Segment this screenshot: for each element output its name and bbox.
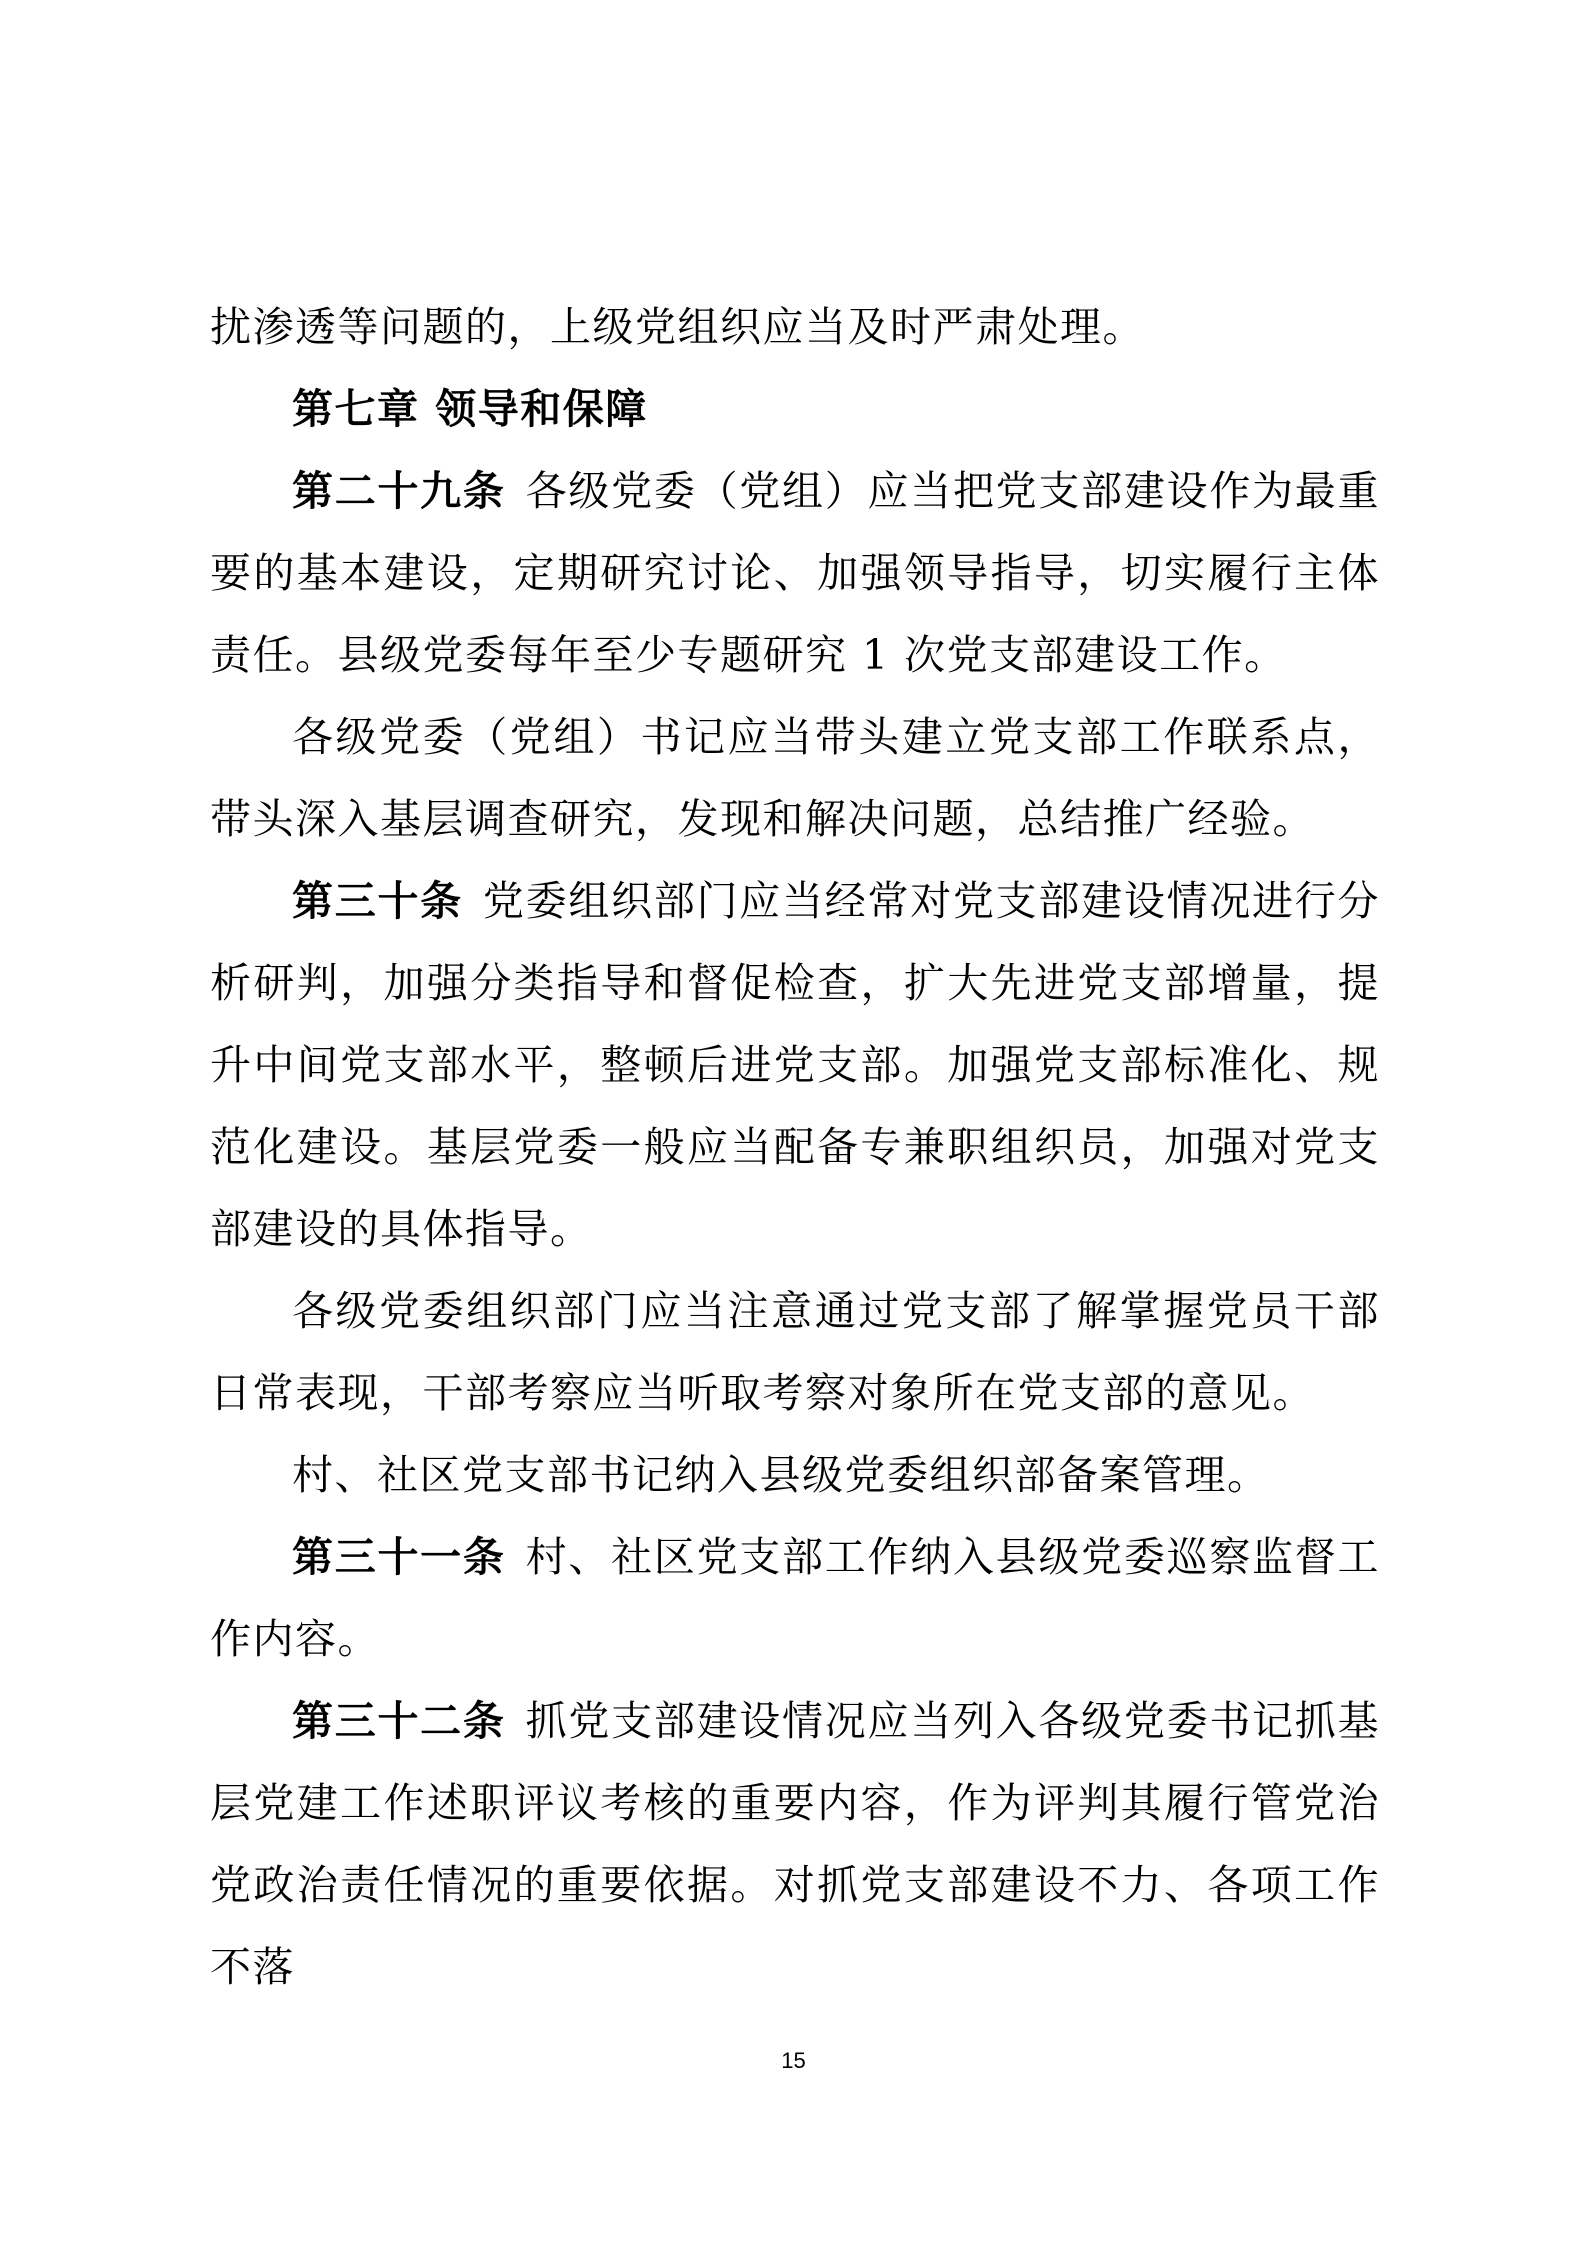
article-32 [210, 1680, 1380, 2008]
article-31-text: 村、社区党支部工作纳入县级党委巡察监督工作内容。 [210, 1533, 1381, 1663]
article-32-text: 抓党支部建设情况应当列入各级党委书记抓基层党建工作述职评议考核的重要内容，作为评判其履行管党治党政治责任情况的重要依据。对抓党支部建设不力、各项工作不落 [210, 1697, 1381, 1991]
article-32-label: 第三十二条 [292, 1697, 506, 1745]
paragraph-filing-management: 村、社区党支部书记纳入县级党委组织部备案管理。 [292, 1451, 1270, 1499]
article-29-label: 第二十九条 [292, 467, 506, 515]
article-31 [210, 1516, 1380, 1680]
article-30 [210, 860, 1380, 1270]
page-body [210, 286, 1380, 2008]
paragraph-party-secretary-liaison: 各级党委（党组）书记应当带头建立党支部工作联系点，带头深入基层调查研究，发现和解决问题，总结推广经验。 [210, 713, 1380, 843]
paragraph-continuation: 扰渗透等问题的，上级党组织应当及时严肃处理。 [210, 303, 1145, 351]
article-31-label: 第三十一条 [292, 1533, 506, 1581]
article-30-label: 第三十条 [292, 877, 463, 925]
article-30-text: 党委组织部门应当经常对党支部建设情况进行分析研判，加强分类指导和督促检查，扩大先进党支部增量，提升中间党支部水平，整顿后进党支部。加强党支部标准化、规范化建设。基层党委一般应当配备专兼职组织员，加强对党支部建设的具体指导。 [210, 877, 1381, 1253]
page-number: 15 [781, 2048, 806, 2073]
chapter-heading: 第七章 领导和保障 [292, 385, 648, 433]
paragraph-cadre-inspection: 各级党委组织部门应当注意通过党支部了解掌握党员干部日常表现，干部考察应当听取考察对象所在党支部的意见。 [210, 1287, 1380, 1417]
article-29-text: 各级党委（党组）应当把党支部建设作为最重要的基本建设，定期研究讨论、加强领导指导，切实履行主体责任。县级党委每年至少专题研究 1 次党支部建设工作。 [210, 467, 1381, 679]
article-29 [210, 450, 1380, 696]
